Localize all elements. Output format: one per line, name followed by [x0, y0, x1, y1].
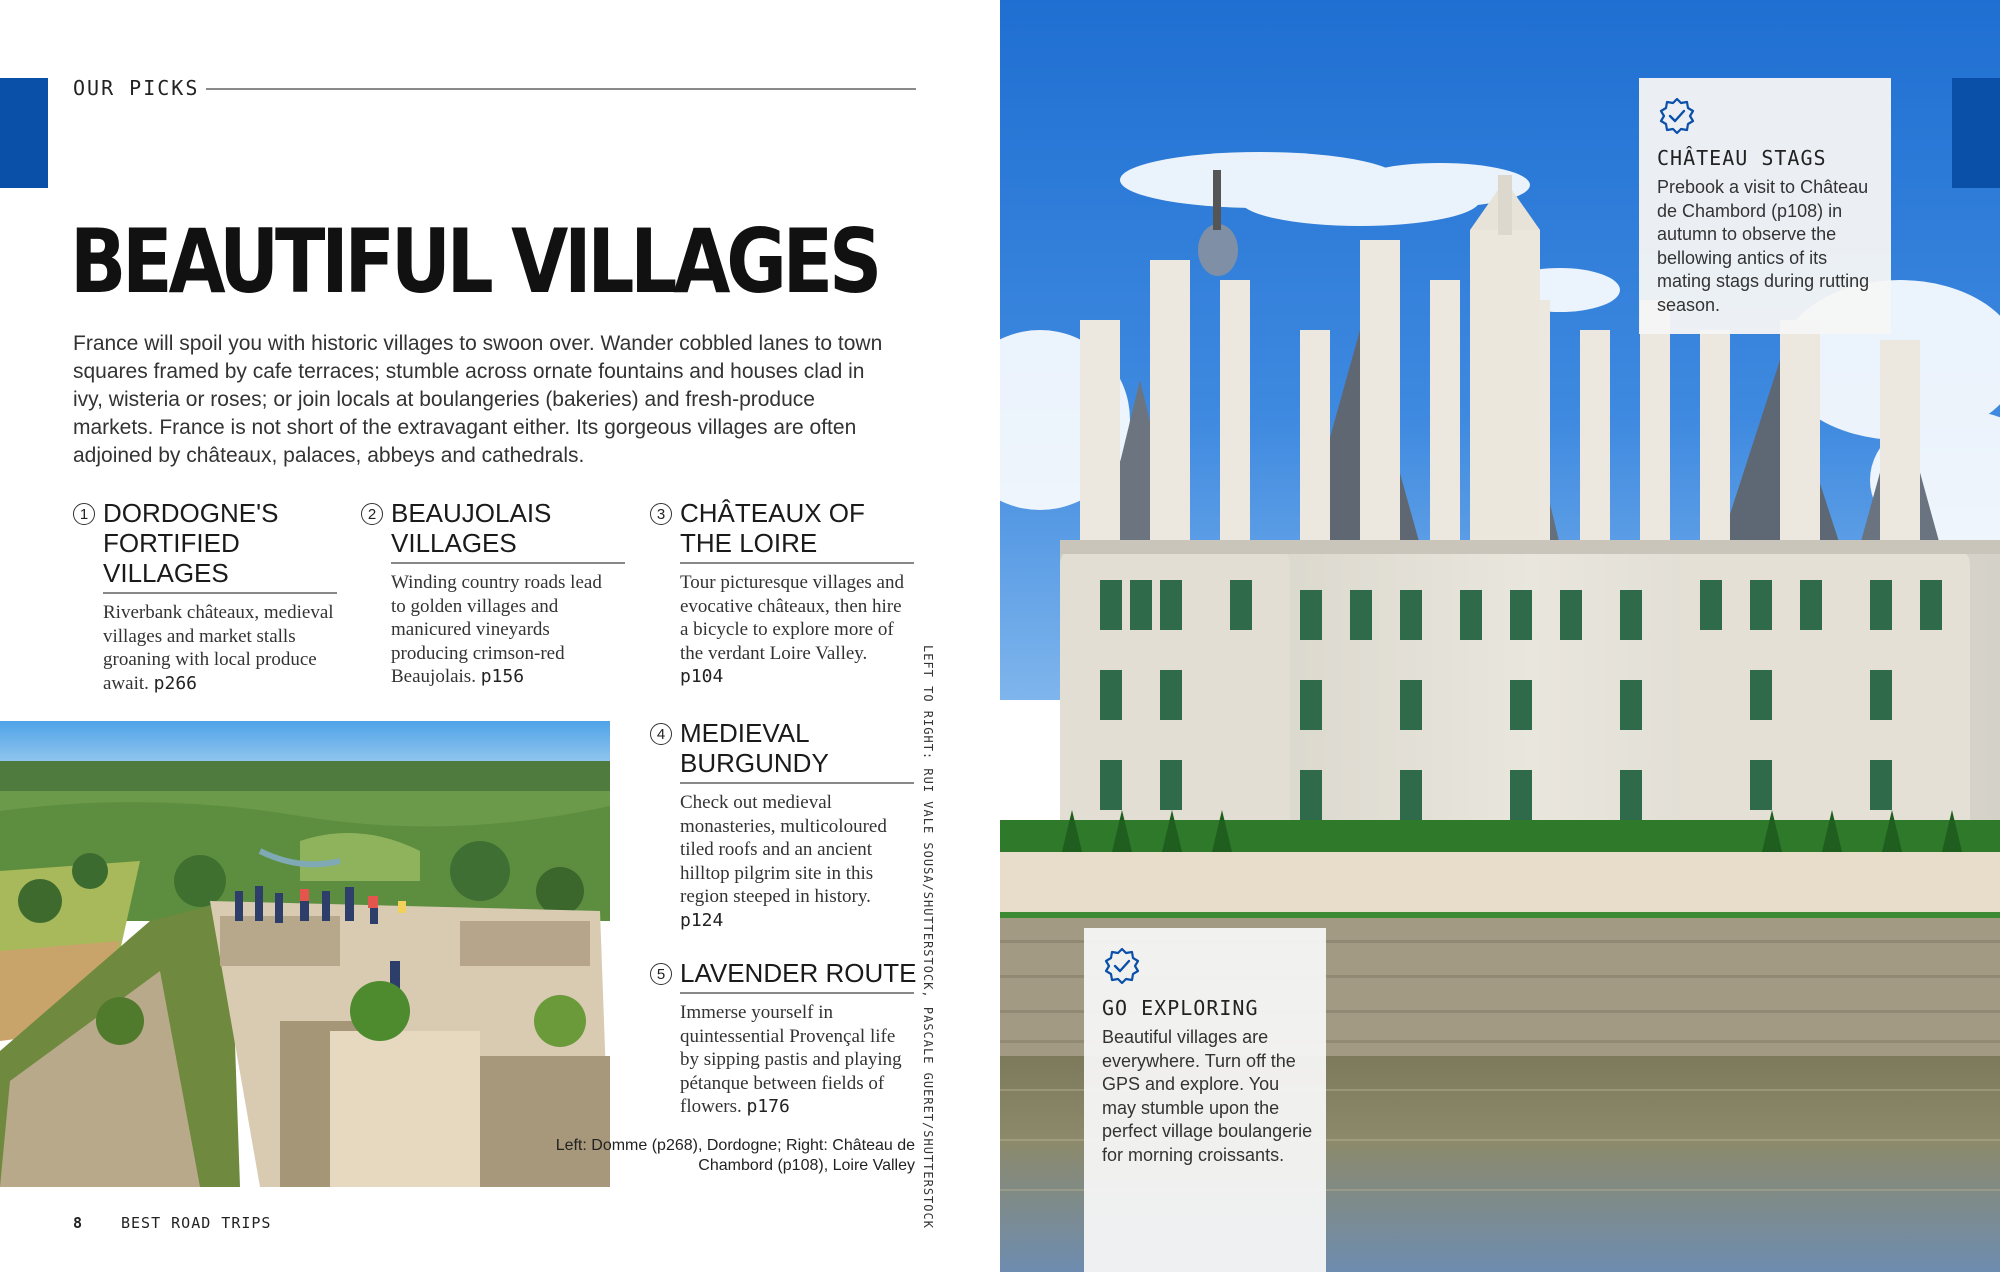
- tip-title: CHÂTEAU STAGS: [1657, 146, 1827, 170]
- pick-title: MEDIEVAL BURGUNDY: [680, 718, 829, 778]
- pick-number: 2: [361, 503, 383, 525]
- section-label: OUR PICKS: [73, 76, 200, 100]
- tip-box-chateau-stags: [1639, 78, 1891, 334]
- pick-title: LAVENDER ROUTE: [680, 958, 917, 988]
- verified-badge-icon: [1657, 96, 1697, 136]
- pick-description: Riverbank châteaux, medieval villages and market stalls groaning with local produce await. p266: [103, 602, 334, 694]
- blue-page-tab: [1952, 78, 2000, 188]
- pick-title: CHÂTEAUX OF THE LOIRE: [680, 498, 865, 558]
- domme-village-photo: [0, 721, 610, 1187]
- page-reference[interactable]: p156: [480, 666, 525, 687]
- book-title: BEST ROAD TRIPS: [121, 1214, 272, 1232]
- pick-description: Winding country roads lead to golden villages and manicured vineyards producing crimson-red Beaujolais. p156: [391, 572, 602, 687]
- pick-description: Tour picturesque villages and evocative châteaux, then hire a bicycle to explore more of the verdant Loire Valley. p104: [680, 572, 904, 687]
- pick-number: 3: [650, 503, 672, 525]
- photo-caption: Left: Domme (p268), Dordogne; Right: Château de Chambord (p108), Loire Valley: [555, 1137, 915, 1174]
- pick-rule: [680, 992, 914, 994]
- pick-rule: [391, 562, 625, 564]
- pick-rule: [680, 782, 914, 784]
- pick-rule: [103, 592, 337, 594]
- pick-description: Immerse yourself in quintessential Provençal life by sipping pastis and playing pétanque between fields of flowers. p176: [680, 1002, 902, 1117]
- pick-title: DORDOGNE'S FORTIFIED VILLAGES: [103, 498, 279, 588]
- tip-title: GO EXPLORING: [1102, 996, 1259, 1020]
- pick-rule: [680, 562, 914, 564]
- tip-text: Beautiful villages are everywhere. Turn off the GPS and explore. You may stumble upon the perfect village boulangerie for morning croissants.: [1102, 1027, 1313, 1165]
- photo-credit: LEFT TO RIGHT: RUI VALE SOUSA/SHUTTERSTOCK, PASCALE GUERET/SHUTTERSTOCK: [921, 645, 935, 1229]
- page-reference[interactable]: p266: [153, 672, 198, 694]
- pick-description: Check out medieval monasteries, multicoloured tiled roofs and an ancient hilltop pilgrim site in this region steeped in history. p124: [680, 792, 887, 931]
- blue-page-tab: [0, 78, 48, 188]
- pick-number: 4: [650, 723, 672, 745]
- verified-badge-icon: [1102, 946, 1142, 986]
- intro-paragraph: France will spoil you with historic villages to swoon over. Wander cobbled lanes to town squares framed by cafe terraces; stumble across ornate fountains and houses clad in ivy, wisteria or roses; or join locals at boulangeries (bakeries) and fresh-produce markets. France is not short of the extravagant either. Its gorgeous villages are often adjoined by châteaux, palaces, abbeys and cathedrals.: [73, 332, 883, 467]
- page-reference[interactable]: p176: [746, 1096, 790, 1117]
- pick-title: BEAUJOLAIS VILLAGES: [391, 498, 552, 558]
- tip-text: Prebook a visit to Château de Chambord (p108) in autumn to observe the bellowing antics of its mating stags during rutting season.: [1657, 177, 1870, 315]
- right-page: [1000, 0, 2000, 1272]
- page-number: 8: [73, 1214, 83, 1232]
- tip-box-go-exploring: [1084, 928, 1326, 1272]
- pick-number: 5: [650, 963, 672, 985]
- page-title: BEAUTIFUL VILLAGES: [70, 210, 879, 313]
- section-rule: [206, 88, 916, 90]
- page-reference[interactable]: p104: [680, 666, 724, 687]
- pick-number: 1: [73, 503, 95, 525]
- page-reference[interactable]: p124: [680, 909, 724, 931]
